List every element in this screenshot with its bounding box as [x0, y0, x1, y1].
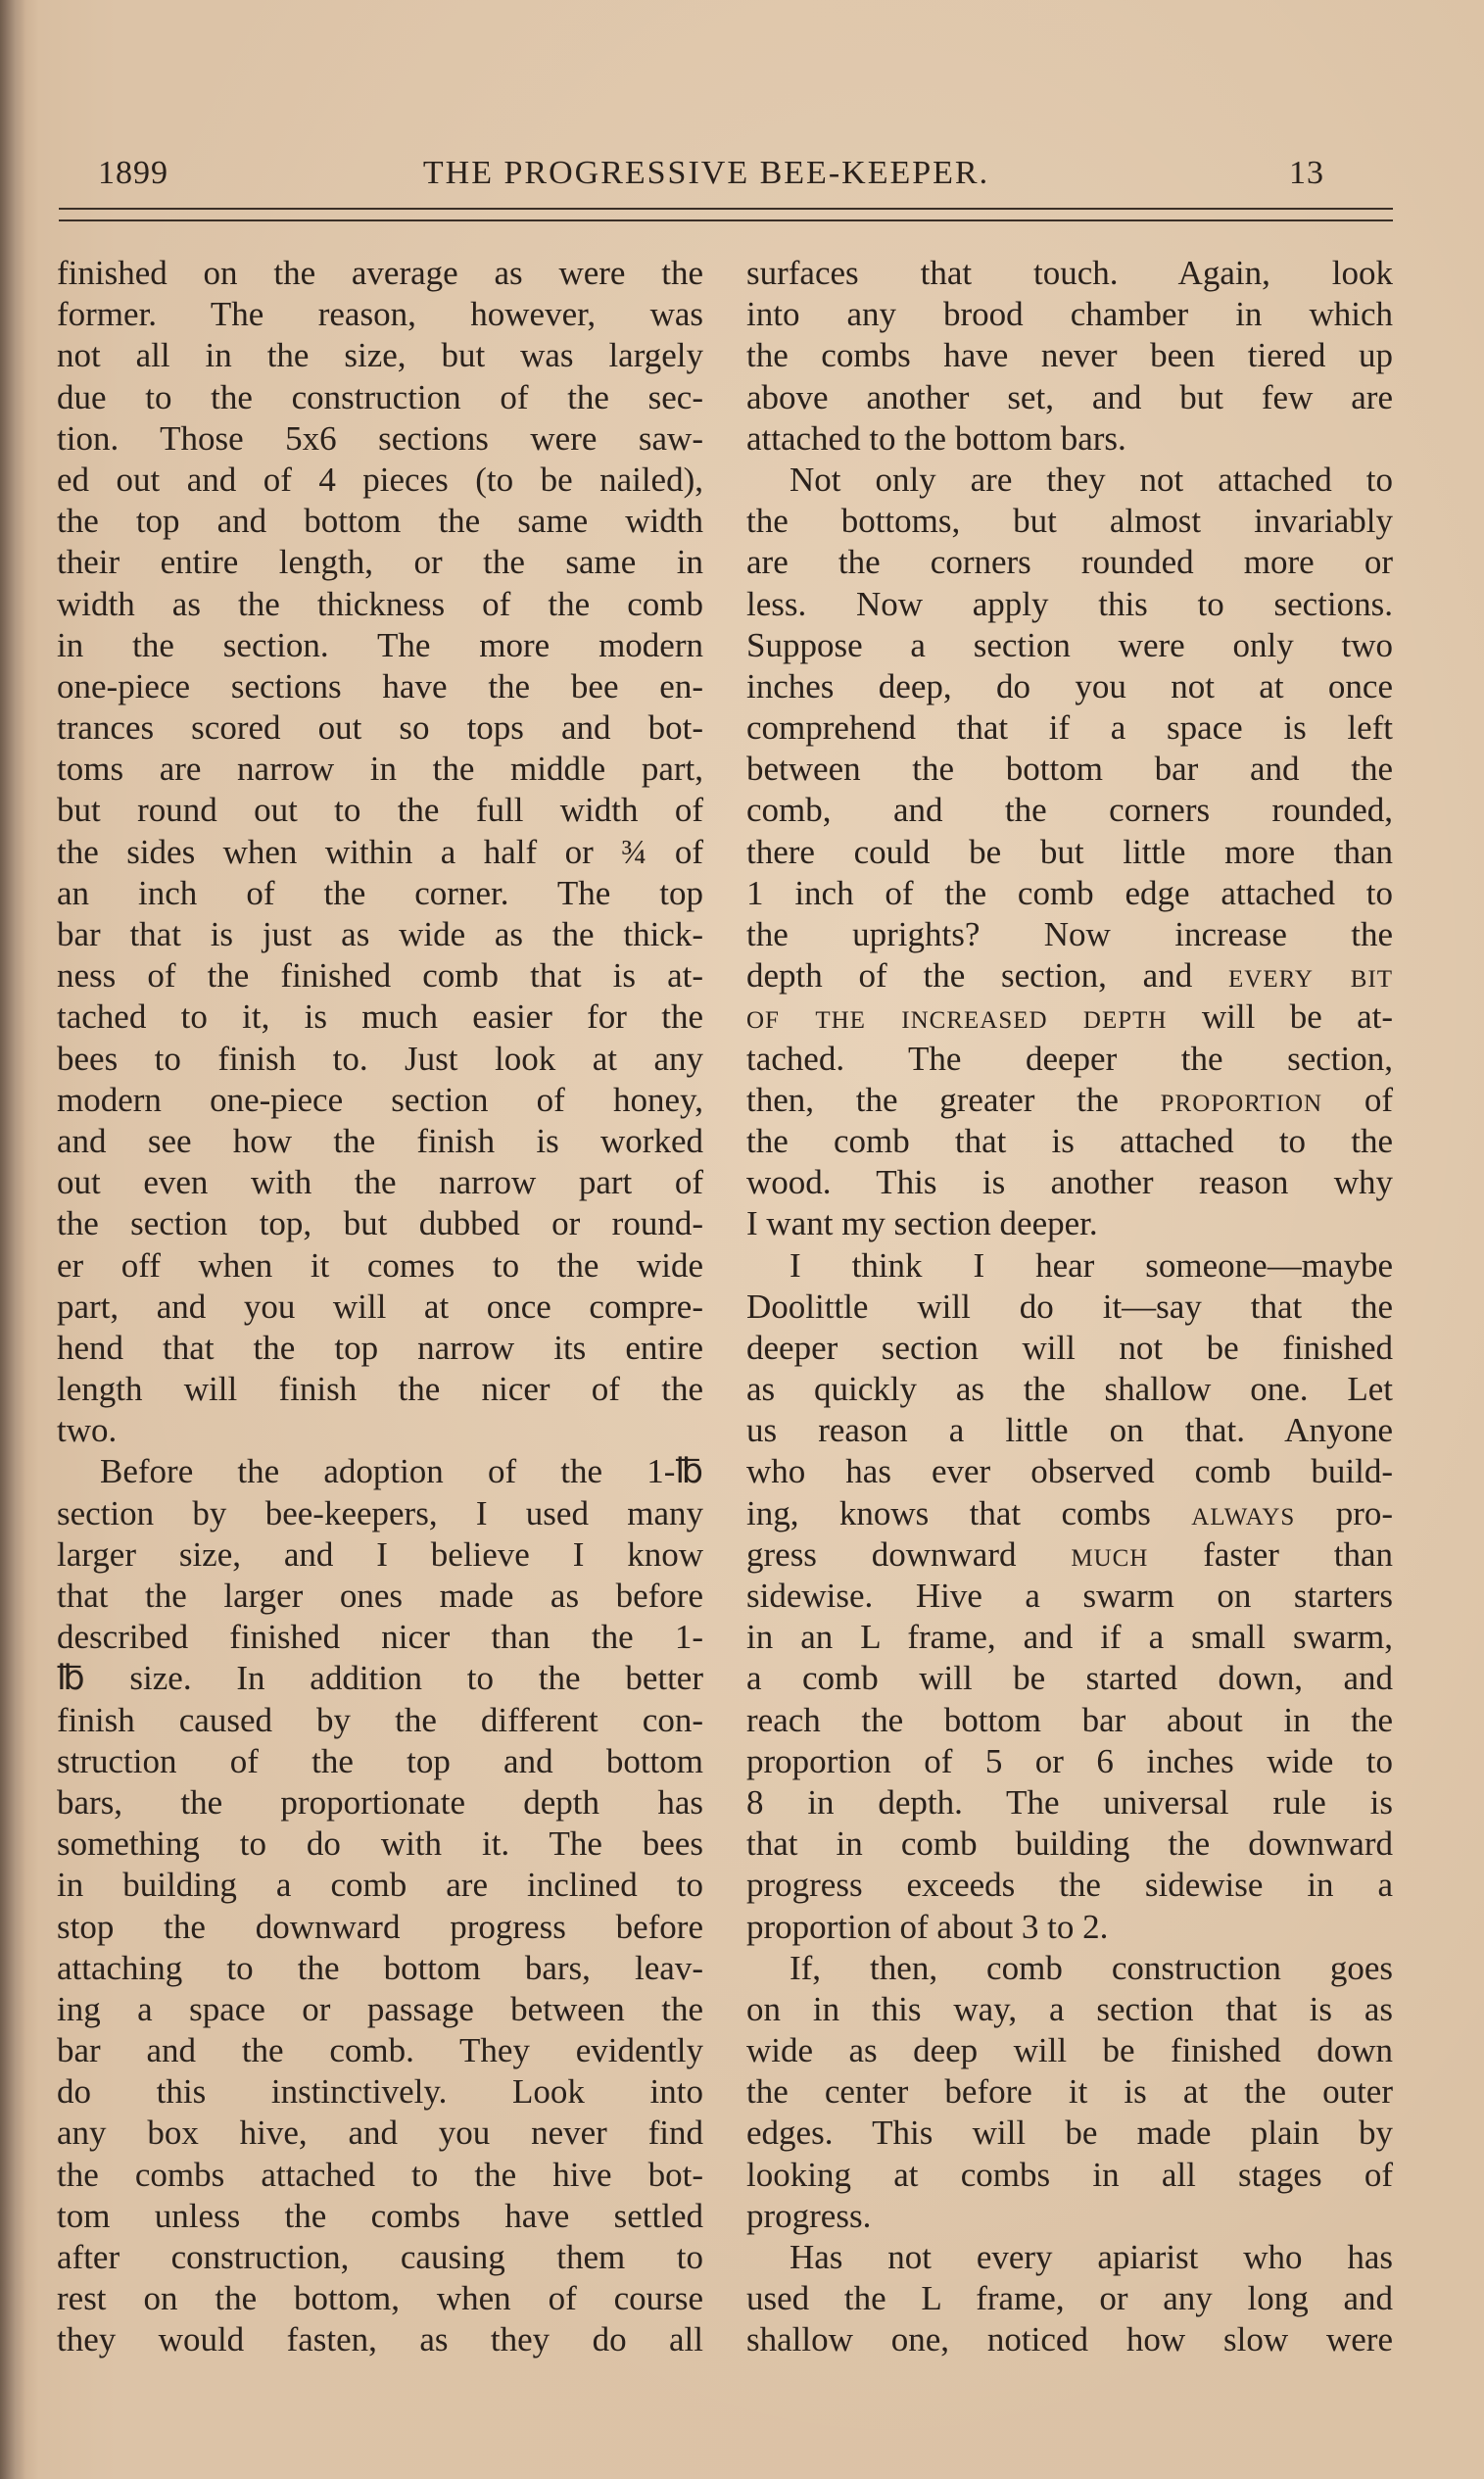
- text-line: there could be but little more than: [746, 832, 1393, 871]
- text-line: Suppose a section were only two: [746, 625, 1393, 664]
- text-run: ing, knows that combs: [746, 1493, 1151, 1532]
- text-line: the combs attached to the hive bot-: [57, 2155, 703, 2194]
- text-line: toms are narrow in the middle part,: [57, 750, 703, 789]
- text-line: progress exceeds the sidewise in a: [746, 1866, 1393, 1905]
- text-line: [746, 1493, 1393, 1534]
- text-line: and see how the finish is worked: [57, 1121, 703, 1160]
- text-line: that the larger ones made as before: [57, 1577, 703, 1615]
- text-line: shallow one, noticed how slow were: [746, 2320, 1393, 2359]
- text-line: wood. This is another reason why: [746, 1163, 1393, 1202]
- text-line: tom unless the combs have settled: [57, 2196, 703, 2235]
- running-header: [59, 147, 1354, 206]
- text-line: [746, 1534, 1393, 1576]
- text-line: comprehend that if a space is left: [746, 708, 1393, 748]
- text-line: in building a comb are inclined to: [57, 1866, 703, 1905]
- emphasis-text: always: [1191, 1493, 1296, 1532]
- text-line: after construction, causing them to: [57, 2238, 703, 2276]
- text-line: are the corners rounded more or: [746, 543, 1393, 582]
- text-line: bees to finish to. Just look at any: [57, 1039, 703, 1078]
- emphasis-text: every bit: [1228, 956, 1393, 996]
- text-run: will be at-: [1201, 997, 1394, 1037]
- text-line: finished on the average as were the: [57, 254, 703, 292]
- text-line: proportion of 5 or 6 inches wide to: [746, 1741, 1393, 1780]
- text-line: bar and the comb. They evidently: [57, 2031, 703, 2070]
- text-run: gress downward: [746, 1534, 1017, 1574]
- text-line: one-piece sections have the bee en-: [57, 666, 703, 705]
- text-line: between the bottom bar and the: [746, 750, 1393, 789]
- text-line: Doolittle will do it—say that the: [746, 1287, 1393, 1326]
- right-column: [746, 253, 1393, 2361]
- text-line: part, and you will at once compre-: [57, 1287, 703, 1326]
- text-line: modern one-piece section of honey,: [57, 1080, 703, 1119]
- page-number: 13: [1289, 155, 1324, 191]
- binding-edge: [0, 0, 25, 2479]
- text-line: proportion of about 3 to 2.: [746, 1907, 1109, 1946]
- text-line: bars, the proportionate depth has: [57, 1782, 703, 1822]
- text-line: but round out to the full width of: [57, 791, 703, 830]
- text-run: then, the greater the: [746, 1080, 1119, 1119]
- text-line: due to the construction of the sec-: [57, 377, 703, 416]
- text-line: tached. The deeper the section,: [746, 1039, 1393, 1078]
- text-line: the section top, but dubbed or round-: [57, 1204, 703, 1243]
- text-line: Before the adoption of the 1-℔: [100, 1452, 703, 1491]
- emphasis-text: of the increased depth: [746, 997, 1168, 1037]
- text-line: ing a space or passage between the: [57, 1989, 703, 2028]
- text-line: less. Now apply this to sections.: [746, 584, 1393, 623]
- text-line: tached to it, is much easier for the: [57, 997, 703, 1037]
- text-line: rest on the bottom, when of course: [57, 2279, 703, 2318]
- text-line: 8 in depth. The universal rule is: [746, 1782, 1393, 1822]
- text-line: Has not every apiarist who has: [790, 2238, 1393, 2276]
- text-line: the top and bottom the same width: [57, 502, 703, 541]
- header-year: 1899: [98, 155, 168, 191]
- text-line: a comb will be started down, and: [746, 1659, 1393, 1698]
- text-run: faster than: [1203, 1534, 1393, 1574]
- emphasis-text: proportion: [1160, 1080, 1323, 1119]
- text-line: not all in the size, but was largely: [57, 336, 703, 375]
- text-line: former. The reason, however, was: [57, 295, 703, 334]
- text-line: section by bee-keepers, I used many: [57, 1493, 703, 1532]
- text-line: that in comb building the downward: [746, 1824, 1393, 1864]
- text-line: [746, 1080, 1393, 1121]
- text-line: [746, 996, 1393, 1038]
- text-line: above another set, and but few are: [746, 377, 1393, 416]
- text-line: I want my section deeper.: [746, 1204, 1098, 1243]
- text-line: used the L frame, or any long and: [746, 2279, 1393, 2318]
- text-line: struction of the top and bottom: [57, 1741, 703, 1780]
- text-run: depth of the section, and: [746, 956, 1193, 996]
- text-line: attaching to the bottom bars, leav-: [57, 1948, 703, 1987]
- text-line: ℔ size. In addition to the better: [57, 1659, 703, 1698]
- text-line: surfaces that touch. Again, look: [746, 254, 1393, 292]
- text-line: as quickly as the shallow one. Let: [746, 1370, 1393, 1409]
- text-line: their entire length, or the same in: [57, 543, 703, 582]
- text-line: Not only are they not attached to: [790, 460, 1393, 499]
- text-line: If, then, comb construction goes: [790, 1948, 1393, 1987]
- text-line: finish caused by the different con-: [57, 1700, 703, 1739]
- text-line: width as the thickness of the comb: [57, 584, 703, 623]
- text-line: the comb that is attached to the: [746, 1121, 1393, 1160]
- text-line: in the section. The more modern: [57, 625, 703, 664]
- text-line: in an L frame, and if a small swarm,: [746, 1618, 1393, 1657]
- text-line: er off when it comes to the wide: [57, 1245, 703, 1285]
- text-line: something to do with it. The bees: [57, 1824, 703, 1864]
- text-line: 1 inch of the comb edge attached to: [746, 873, 1393, 912]
- text-line: looking at combs in all stages of: [746, 2155, 1393, 2194]
- text-line: inches deep, do you not at once: [746, 666, 1393, 705]
- text-line: the bottoms, but almost invariably: [746, 502, 1393, 541]
- text-line: trances scored out so tops and bot-: [57, 708, 703, 748]
- text-line: the uprights? Now increase the: [746, 915, 1393, 953]
- text-line: deeper section will not be finished: [746, 1328, 1393, 1367]
- text-line: progress.: [746, 2196, 872, 2235]
- left-column: [57, 253, 703, 2361]
- emphasis-text: much: [1071, 1534, 1149, 1574]
- text-line: ness of the finished comb that is at-: [57, 956, 703, 996]
- text-line: who has ever observed comb build-: [746, 1452, 1393, 1491]
- text-line: an inch of the corner. The top: [57, 873, 703, 912]
- text-run: of: [1364, 1080, 1394, 1119]
- text-line: ed out and of 4 pieces (to be nailed),: [57, 460, 703, 499]
- text-line: out even with the narrow part of: [57, 1163, 703, 1202]
- header-rule-bottom: [59, 219, 1393, 221]
- text-line: two.: [57, 1411, 118, 1450]
- text-line: on in this way, a section that is as: [746, 1989, 1393, 2028]
- text-line: bar that is just as wide as the thick-: [57, 915, 703, 953]
- text-line: comb, and the corners rounded,: [746, 791, 1393, 830]
- text-line: larger size, and I believe I know: [57, 1534, 703, 1574]
- text-line: length will finish the nicer of the: [57, 1370, 703, 1409]
- text-line: into any brood chamber in which: [746, 295, 1393, 334]
- text-line: I think I hear someone—maybe: [790, 1245, 1393, 1285]
- text-line: hend that the top narrow its entire: [57, 1328, 703, 1367]
- text-line: edges. This will be made plain by: [746, 2114, 1393, 2153]
- text-line: sidewise. Hive a swarm on starters: [746, 1577, 1393, 1615]
- text-line: stop the downward progress before: [57, 1907, 703, 1946]
- text-line: [746, 955, 1393, 996]
- text-line: us reason a little on that. Anyone: [746, 1411, 1393, 1450]
- text-line: do this instinctively. Look into: [57, 2072, 703, 2112]
- text-line: tion. Those 5x6 sections were saw-: [57, 418, 703, 458]
- text-line: the sides when within a half or ¾ of: [57, 832, 703, 871]
- text-line: they would fasten, as they do all: [57, 2320, 703, 2359]
- text-line: the combs have never been tiered up: [746, 336, 1393, 375]
- text-line: the center before it is at the outer: [746, 2072, 1393, 2112]
- text-line: described finished nicer than the 1-: [57, 1618, 703, 1657]
- header-title: THE PROGRESSIVE BEE-KEEPER.: [422, 155, 990, 191]
- text-line: attached to the bottom bars.: [746, 418, 1126, 458]
- text-line: reach the bottom bar about in the: [746, 1700, 1393, 1739]
- text-line: any box hive, and you never find: [57, 2114, 703, 2153]
- text-line: wide as deep will be finished down: [746, 2031, 1393, 2070]
- header-rule-top: [59, 208, 1393, 210]
- text-run: pro-: [1335, 1493, 1394, 1532]
